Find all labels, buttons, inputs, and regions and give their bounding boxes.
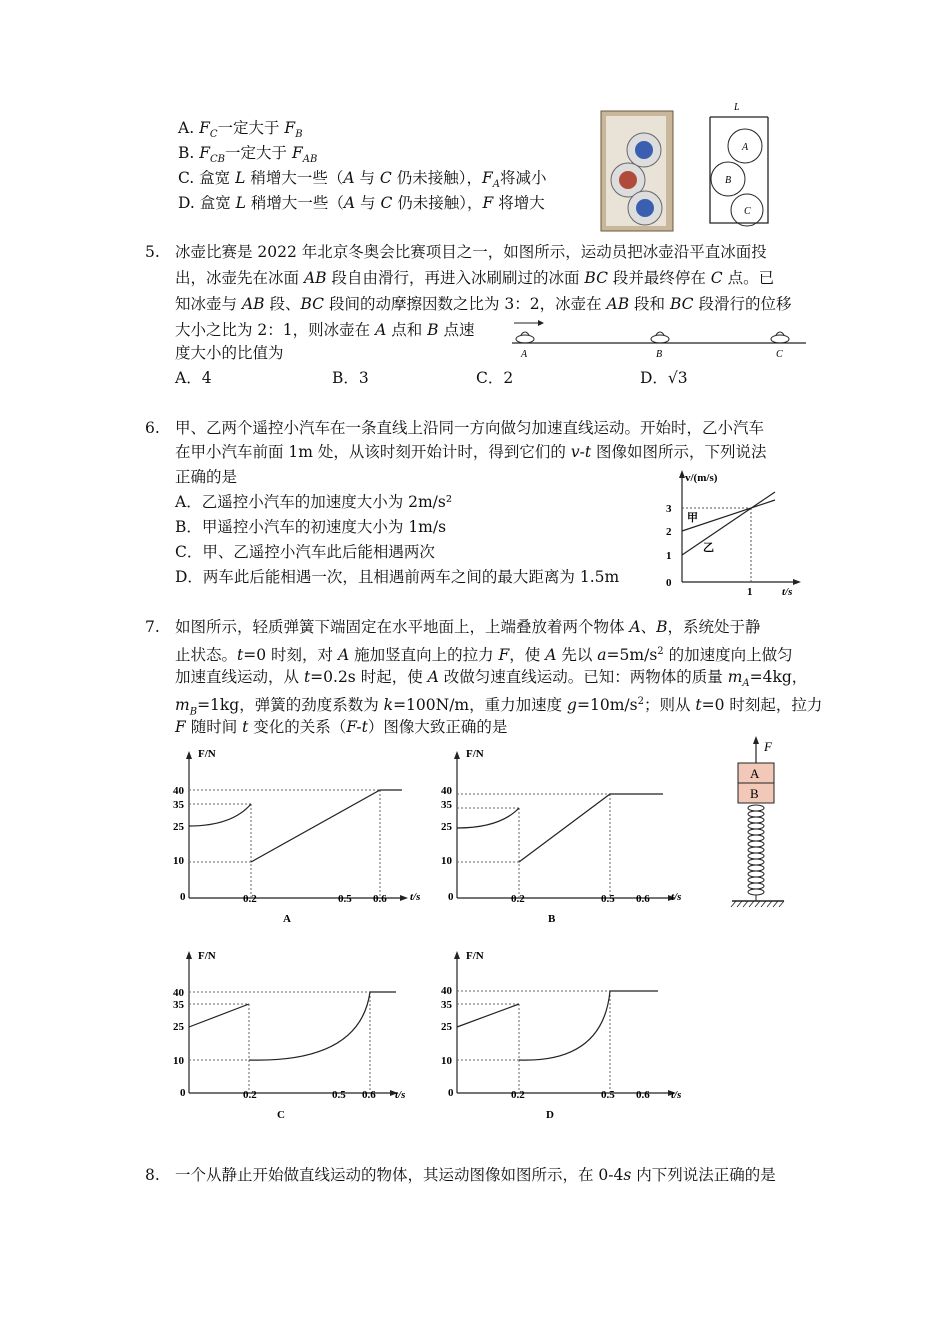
xtick-0.5: 0.5 xyxy=(338,893,352,905)
q7-graph-a xyxy=(170,745,420,930)
q5-line-1: 冰壶比赛是 2022 年北京冬奥会比赛项目之一，如图所示，运动员把冰壶沿平直冰面投 xyxy=(175,243,767,261)
q4-option-b: B. $F_{CB}$一定大于 $F_{AB}$ xyxy=(178,144,318,166)
force-label: F xyxy=(764,739,772,754)
ytick-0: 0 xyxy=(180,891,186,903)
q4-option-d: D. 盒宽 L 稍增大一些（A 与 C 仍未接触），F 将增大 xyxy=(178,194,545,212)
xtick-0.5: 0.5 xyxy=(601,1089,615,1101)
q7-line-1: 如图所示，轻质弹簧下端固定在水平地面上，上端叠放着两个物体 A、B，系统处于静 xyxy=(175,618,761,636)
x-axis-label: t/s xyxy=(671,891,682,903)
ytick-25: 25 xyxy=(441,821,452,833)
ytick-40: 40 xyxy=(173,785,184,797)
q6-number: 6. xyxy=(145,419,160,437)
q7-graph-d xyxy=(438,945,688,1125)
q7-line-2: 止状态。t=0 时刻，对 A 施加竖直向上的拉力 F，使 A 先以 $a=5m/s^2$ 的加速度向上做匀 xyxy=(175,646,793,665)
q7-line-3: 加速直线运动，从 t=0.2s 时起，使 A 改做匀速直线运动。已知：两物体的质量 $m_A=4kg$， xyxy=(175,668,808,690)
y-axis-label: F/N xyxy=(466,950,484,962)
label-yi: 乙 xyxy=(703,542,714,554)
q5-option-a: A．4 xyxy=(175,369,212,387)
xtick-0.2: 0.2 xyxy=(243,1089,257,1101)
graph-label-d: D xyxy=(546,1109,554,1121)
ytick-35: 35 xyxy=(173,999,184,1011)
x-axis-label: t/s xyxy=(395,1089,406,1101)
q8-number: 8. xyxy=(145,1166,160,1184)
ytick-25: 25 xyxy=(173,821,184,833)
ytick-10: 10 xyxy=(441,855,452,867)
block-a: A xyxy=(750,766,760,781)
ytick-25: 25 xyxy=(441,1021,452,1033)
xtick-0.2: 0.2 xyxy=(511,1089,525,1101)
ytick-40: 40 xyxy=(441,785,452,797)
label-A: A xyxy=(742,142,749,153)
q5-number: 5. xyxy=(145,243,160,261)
ytick-0: 0 xyxy=(180,1087,186,1099)
q7-number: 7. xyxy=(145,618,160,636)
y-axis-label: F/N xyxy=(466,748,484,760)
ytick-25: 25 xyxy=(173,1021,184,1033)
x-axis-label: t/s xyxy=(671,1089,682,1101)
q5-option-b: B．3 xyxy=(332,369,369,387)
q6-line-3: 正确的是 xyxy=(175,468,238,486)
q4-box-diagram xyxy=(700,100,780,230)
q5-option-d: D．√3 xyxy=(640,369,688,387)
label-jia: 甲 xyxy=(687,512,698,524)
can-photo-top xyxy=(627,133,661,167)
y-axis-label: F/N xyxy=(198,950,216,962)
ytick-1: 1 xyxy=(666,550,672,562)
curling-stone-icon xyxy=(651,332,669,343)
q5-line-4: 大小之比为 2：1，则冰壶在 A 点和 B 点速 xyxy=(175,321,475,339)
graph-label-b: B xyxy=(548,913,556,925)
q7-graph-c xyxy=(170,945,420,1125)
xtick-0.5: 0.5 xyxy=(332,1089,346,1101)
ytick-0: 0 xyxy=(448,891,454,903)
q7-line-4: $m_B=1kg$，弹簧的劲度系数为 k=100N/m，重力加速度 $g=10m/s^2$；则从 t=0 时刻起，拉力 xyxy=(175,696,823,718)
q5-line-5: 度大小的比值为 xyxy=(175,344,284,362)
ytick-10: 10 xyxy=(173,855,184,867)
q6-vt-graph xyxy=(655,462,810,600)
q6-option-d: D．两车此后能相遇一次，且相遇前两车之间的最大距离为 1.5m xyxy=(175,568,620,586)
q7-spring-diagram xyxy=(728,735,788,915)
q6-option-c: C．甲、乙遥控小汽车此后能相遇两次 xyxy=(175,543,435,561)
label-L: L xyxy=(734,102,740,113)
xtick-0.2: 0.2 xyxy=(511,893,525,905)
ytick-3: 3 xyxy=(666,503,672,515)
xtick-0.6: 0.6 xyxy=(636,893,650,905)
can-photo-bottom xyxy=(628,191,662,225)
curling-stone-icon xyxy=(771,332,789,343)
y-axis-label: F/N xyxy=(198,748,216,760)
q6-line-2: 在甲小汽车前面 1m 处，从该时刻开始计时，得到它们的 v-t 图像如图所示，下列说法 xyxy=(175,443,767,461)
q5-line-3: 知冰壶与 AB 段、BC 段间的动摩擦因数之比为 3：2，冰壶在 AB 段和 BC 段滑行的位移 xyxy=(175,295,792,313)
ytick-40: 40 xyxy=(173,987,184,999)
ytick-10: 10 xyxy=(441,1055,452,1067)
ytick-0: 0 xyxy=(666,577,672,589)
graph-label-a: A xyxy=(283,913,291,925)
q5-curling-diagram xyxy=(508,315,808,361)
point-a: A xyxy=(521,349,528,360)
ytick-2: 2 xyxy=(666,526,672,538)
ytick-35: 35 xyxy=(441,999,452,1011)
point-b: B xyxy=(656,349,663,360)
label-C: C xyxy=(744,206,751,217)
q5-line-2: 出，冰壶先在冰面 AB 段自由滑行，再进入冰刷刷过的冰面 BC 段并最终停在 C 点。已 xyxy=(175,269,775,287)
xtick-0.6: 0.6 xyxy=(362,1089,376,1101)
point-c: C xyxy=(776,349,783,360)
q4-option-a: A. $F_C$一定大于 $F_B$ xyxy=(178,119,303,141)
ytick-35: 35 xyxy=(173,799,184,811)
xtick-0.2: 0.2 xyxy=(243,893,257,905)
q4-box-photo xyxy=(600,110,674,232)
label-B: B xyxy=(725,175,732,186)
q6-line-1: 甲、乙两个遥控小汽车在一条直线上沿同一方向做匀加速直线运动。开始时，乙小汽车 xyxy=(175,419,765,437)
q7-line-5: F 随时间 t 变化的关系（F-t）图像大致正确的是 xyxy=(175,718,508,736)
q8-text: 一个从静止开始做直线运动的物体，其运动图像如图所示，在 0-4s 内下列说法正确的是 xyxy=(175,1166,776,1184)
xtick-0.5: 0.5 xyxy=(601,893,615,905)
q4-option-c: C. 盒宽 L 稍增大一些（A 与 C 仍未接触），$F_A$将减小 xyxy=(178,169,547,191)
graph-label-c: C xyxy=(277,1109,285,1121)
block-b: B xyxy=(750,786,759,801)
xtick-0.6: 0.6 xyxy=(373,893,387,905)
q7-graph-b xyxy=(438,745,688,930)
x-axis-label: t/s xyxy=(782,586,793,598)
q6-option-b: B．甲遥控小汽车的初速度大小为 1m/s xyxy=(175,518,447,536)
ytick-40: 40 xyxy=(441,985,452,997)
ytick-0: 0 xyxy=(448,1087,454,1099)
spring-icon xyxy=(748,805,764,895)
ytick-10: 10 xyxy=(173,1055,184,1067)
xtick-1: 1 xyxy=(747,586,753,598)
q5-option-c: C．2 xyxy=(476,369,514,387)
curling-stone-icon xyxy=(516,332,534,343)
y-axis-label: v/(m/s) xyxy=(685,472,718,484)
ytick-35: 35 xyxy=(441,799,452,811)
xtick-0.6: 0.6 xyxy=(636,1089,650,1101)
q6-option-a: A．乙遥控小汽车的加速度大小为 2m/s² xyxy=(175,493,453,511)
x-axis-label: t/s xyxy=(410,891,420,903)
